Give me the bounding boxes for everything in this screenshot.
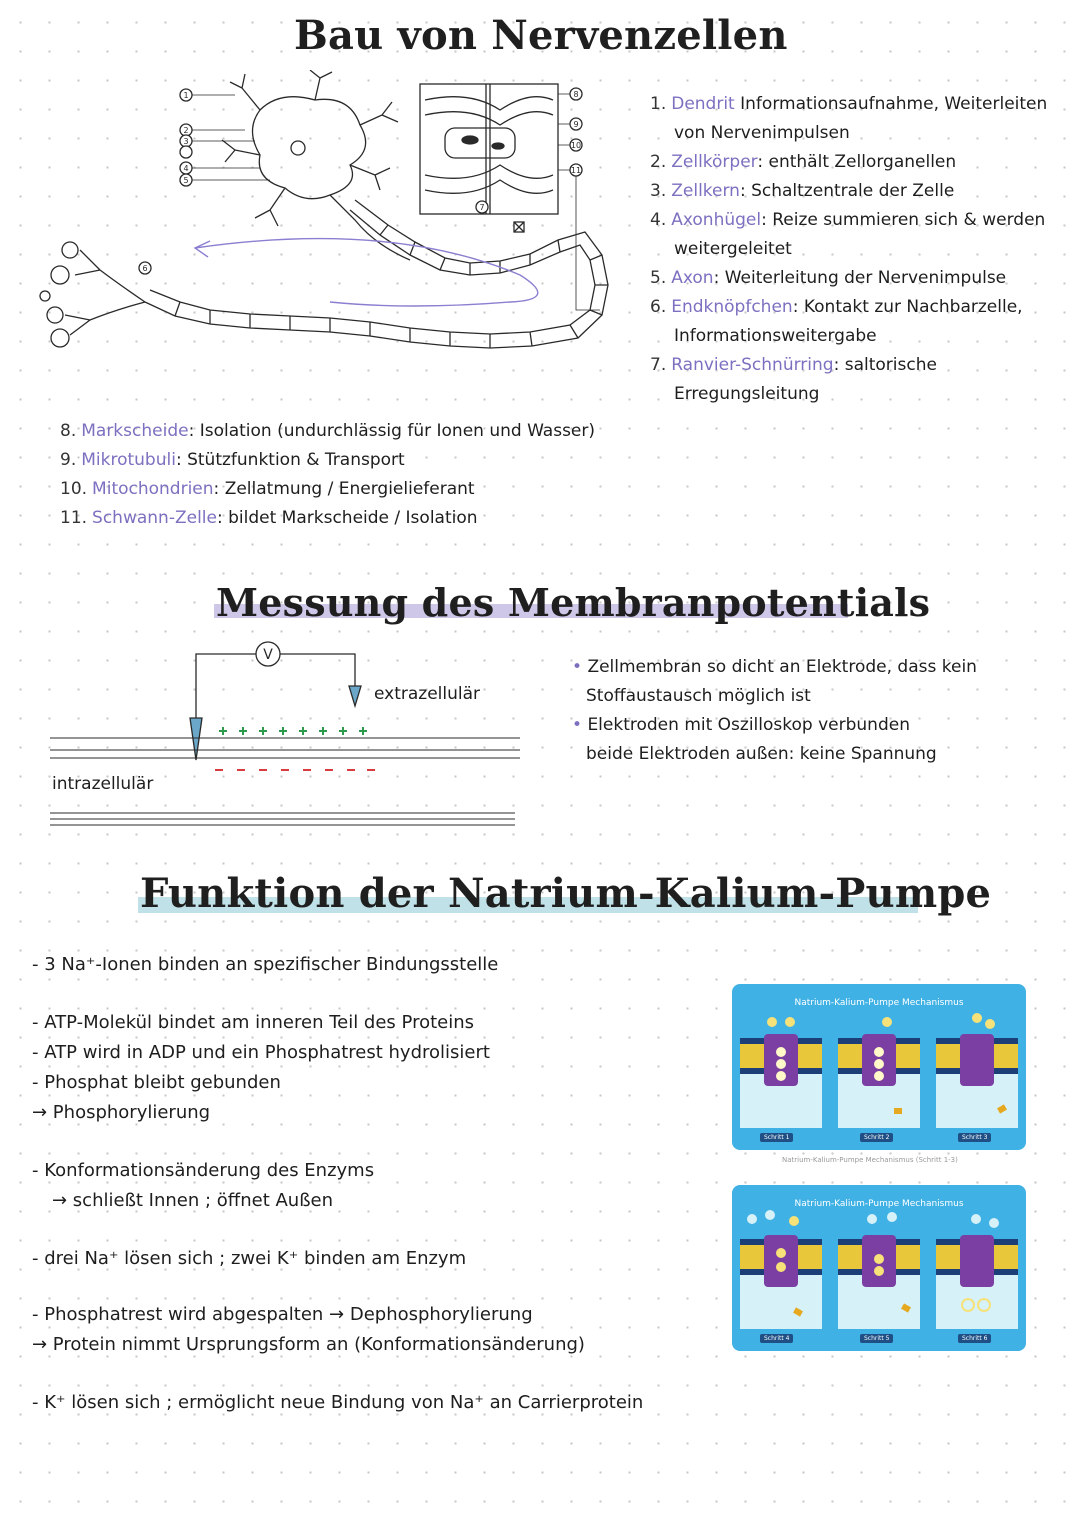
num-8: 8	[573, 90, 579, 99]
label-item: 11. Schwann-Zelle: bildet Markscheide / Isolation	[60, 508, 478, 528]
section-title-pump: Funktion der Natrium-Kalium-Pumpe	[140, 870, 992, 917]
label-item	[650, 90, 1070, 119]
label-desc: Kontakt zur Nachbarzelle,	[803, 297, 1023, 317]
intracellular-label: intrazellulär	[52, 774, 154, 794]
label-desc: Reize summieren sich & werden	[772, 210, 1046, 230]
num-11: 11	[570, 166, 582, 175]
label-term: Markscheide	[81, 421, 189, 441]
step-line: - Konformationsänderung des Enzyms	[32, 1160, 375, 1181]
label-item: 9. Mikrotubuli: Stützfunktion & Transport	[60, 450, 405, 470]
label-desc: saltorische	[844, 355, 937, 375]
label-num: 3.	[650, 181, 667, 201]
bullet-cont: Stoffaustausch möglich ist	[586, 686, 811, 706]
section-title-membrane: Messung des Membranpotentials	[216, 580, 931, 625]
label-num: 5.	[650, 268, 667, 288]
axon-terminals	[40, 242, 148, 347]
pump-steps	[32, 950, 752, 1418]
label-item: 10. Mitochondrien: Zellatmung / Energielieferant	[60, 479, 475, 499]
step-tag: Schritt 3	[958, 1133, 991, 1142]
label-desc: Weiterleitung der Nervenimpulse	[724, 268, 1007, 288]
neuron-label-list-right	[650, 90, 1070, 409]
step-line: - ATP wird in ADP und ein Phosphatrest hydrolisiert	[32, 1042, 490, 1063]
label-num: 9.	[60, 450, 77, 470]
step-tag: Schritt 4	[760, 1334, 793, 1343]
num-4: 4	[183, 164, 189, 173]
step-tag: Schritt 5	[860, 1334, 893, 1343]
step-line: - drei Na⁺ lösen sich ; zwei K⁺ binden am Enzym	[32, 1248, 467, 1269]
step-line: - K⁺ lösen sich ; ermöglicht neue Bindung von Na⁺ an Carrierprotein	[32, 1392, 644, 1413]
electrode-outside	[349, 686, 361, 706]
num-10: 10	[570, 141, 582, 150]
voltmeter-label: V	[263, 647, 273, 663]
label-num: 1.	[650, 94, 667, 114]
label-term: Zellkörper	[671, 152, 758, 172]
num-3: 3	[183, 137, 189, 146]
label-desc: Stützfunktion & Transport	[187, 450, 405, 470]
num-7: 7	[479, 203, 485, 212]
membrane-upper	[50, 738, 520, 758]
pump-card-steps-1-3	[732, 984, 1026, 1150]
myelin-zoom-box	[420, 84, 558, 214]
label-cont: Erregungsleitung	[674, 384, 820, 404]
signal-direction-arrow	[195, 239, 538, 306]
pump-illustration	[740, 1210, 1018, 1329]
label-num: 8.	[60, 421, 77, 441]
label-term: Mikrotubuli	[81, 450, 176, 470]
section-title-neuron: Bau von Nervenzellen	[294, 12, 788, 59]
label-item: 6. Endknöpfchen: Kontakt zur Nachbarzelle,	[650, 297, 1023, 317]
membrane-potential-diagram	[40, 636, 540, 836]
step-tag: Schritt 6	[958, 1334, 991, 1343]
label-desc: enthält Zellorganellen	[768, 152, 957, 172]
pump-card-steps-4-6	[732, 1185, 1026, 1351]
bullet-item: • Zellmembran so dicht an Elektrode, dass kein	[572, 657, 977, 677]
label-term: Dendrit	[671, 94, 735, 114]
label-term: Mitochondrien	[92, 479, 214, 499]
label-term: Axon	[671, 268, 714, 288]
label-term: Schwann-Zelle	[92, 508, 217, 528]
label-cont: weitergeleitet	[674, 239, 792, 259]
label-num: 10.	[60, 479, 88, 499]
membrane-notes	[572, 653, 1052, 769]
card-title: Natrium-Kalium-Pumpe Mechanismus	[794, 1199, 964, 1209]
num-2: 2	[183, 126, 189, 135]
label-num: 7.	[650, 355, 667, 375]
neuron-label-list-bottom	[60, 417, 760, 533]
label-desc: Schaltzentrale der Zelle	[751, 181, 955, 201]
label-desc: Isolation (undurchlässig für Ionen und Wasser)	[199, 421, 596, 441]
step-tag: Schritt 1	[760, 1133, 793, 1142]
card-caption: Natrium-Kalium-Pumpe Mechanismus (Schritt 1-3)	[782, 1156, 958, 1164]
card-title: Natrium-Kalium-Pumpe Mechanismus	[794, 998, 964, 1008]
neuron-diagram	[30, 70, 630, 380]
membrane-lower	[50, 813, 515, 825]
step-line: - ATP-Molekül bindet am inneren Teil des Proteins	[32, 1012, 475, 1033]
label-term: Endknöpfchen	[671, 297, 793, 317]
label-term: Ranvier-Schnürring	[671, 355, 834, 375]
electrode-inside	[190, 718, 202, 760]
bullet-text: Elektroden mit Oszilloskop verbunden	[587, 715, 910, 735]
label-item: 7. Ranvier-Schnürring: saltorische	[650, 355, 937, 375]
label-num: 2.	[650, 152, 667, 172]
step-line: - 3 Na⁺-Ionen binden an spezifischer Bindungsstelle	[32, 954, 499, 975]
label-cont: Informationsweitergabe	[674, 326, 877, 346]
label-item: 3. Zellkern: Schaltzentrale der Zelle	[650, 181, 955, 201]
bullet-text: Zellmembran so dicht an Elektrode, dass kein	[587, 657, 977, 677]
step-line: - Phosphat bleibt gebunden	[32, 1072, 281, 1093]
label-desc: Informationsaufnahme, Weiterleiten	[740, 94, 1048, 114]
num-1: 1	[183, 91, 189, 100]
label-item: 5. Axon: Weiterleitung der Nervenimpulse	[650, 268, 1007, 288]
bullet-item: • Elektroden mit Oszilloskop verbunden	[572, 715, 910, 735]
myelin-sheath	[145, 200, 608, 348]
num-6: 6	[142, 264, 148, 273]
label-term: Axonhügel	[671, 210, 762, 230]
bullet-cont: beide Elektroden außen: keine Spannung	[586, 744, 937, 764]
label-cont: von Nervenimpulsen	[674, 123, 850, 143]
label-item: 4. Axonhügel: Reize summieren sich & werden	[650, 210, 1046, 230]
step-tag: Schritt 2	[860, 1133, 893, 1142]
label-item: 8. Markscheide: Isolation (undurchlässig für Ionen und Wasser)	[60, 421, 596, 441]
charges-plus	[219, 727, 367, 735]
label-num: 4.	[650, 210, 667, 230]
label-num: 11.	[60, 508, 88, 528]
label-num: 6.	[650, 297, 667, 317]
step-line: → Protein nimmt Ursprungsform an (Konformationsänderung)	[32, 1334, 585, 1355]
extracellular-label: extrazellulär	[374, 684, 481, 704]
num-5: 5	[183, 176, 189, 185]
step-line: → Phosphorylierung	[32, 1102, 211, 1123]
label-term: Zellkern	[671, 181, 740, 201]
step-line: - Phosphatrest wird abgespalten → Dephosphorylierung	[32, 1304, 533, 1325]
label-desc: bildet Markscheide / Isolation	[228, 508, 478, 528]
label-desc: Zellatmung / Energielieferant	[224, 479, 475, 499]
label-item: 2. Zellkörper: enthält Zellorganellen	[650, 152, 957, 172]
cell-body	[222, 70, 410, 260]
num-9: 9	[573, 120, 579, 129]
step-line: → schließt Innen ; öffnet Außen	[52, 1190, 334, 1211]
pump-illustration	[740, 1013, 1018, 1128]
